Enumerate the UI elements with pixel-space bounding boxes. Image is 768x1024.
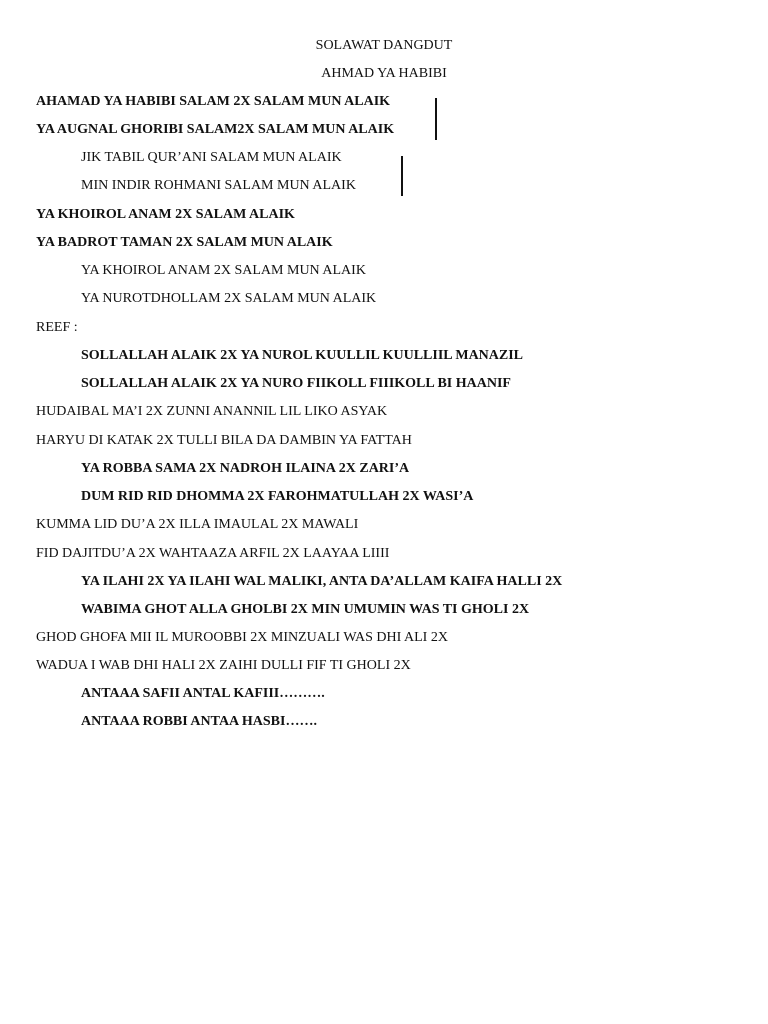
lyric-line: YA NUROTDHOLLAM 2X SALAM MUN ALAIK (81, 291, 377, 306)
lyric-line: WADUA I WAB DHI HALI 2X ZAIHI DULLI FIF TI GHOLI 2X (36, 658, 411, 673)
lyric-line: YA KHOIROL ANAM 2X SALAM MUN ALAIK (81, 263, 366, 278)
lyric-line: HUDAIBAL MA’I 2X ZUNNI ANANNIL LIL LIKO ASYAK (36, 404, 388, 419)
lyric-line: WABIMA GHOT ALLA GHOLBI 2X MIN UMUMIN WAS TI GHOLI 2X (81, 602, 530, 617)
lyric-line: FID DAJITDU’A 2X WAHTAAZA ARFIL 2X LAAYAA LIIII (36, 546, 390, 561)
lyric-line: JIK TABIL QUR’ANI SALAM MUN ALAIK (81, 150, 342, 165)
lyric-line: HARYU DI KATAK 2X TULLI BILA DA DAMBIN YA FATTAH (36, 433, 412, 448)
lyric-line: ANTAAA ROBBI ANTAA HASBI……. (81, 714, 317, 729)
lyric-line: DUM RID RID DHOMMA 2X FAROHMATULLAH 2X WASI’A (81, 489, 474, 504)
lyric-line: REEF : (36, 320, 78, 335)
lyric-line: YA ILAHI 2X YA ILAHI WAL MALIKI, ANTA DA’ALLAM KAIFA HALLI 2X (81, 574, 563, 589)
lyric-line: YA KHOIROL ANAM 2X SALAM ALAIK (36, 207, 295, 222)
lyric-line: ANTAAA SAFII ANTAL KAFIII………. (81, 686, 325, 701)
lyric-line: KUMMA LID DU’A 2X ILLA IMAULAL 2X MAWALI (36, 517, 359, 532)
lyric-line: YA AUGNAL GHORIBI SALAM2X SALAM MUN ALAIK (36, 122, 395, 137)
lyric-line: YA ROBBA SAMA 2X NADROH ILAINA 2X ZARI’A (81, 461, 410, 476)
verse-bracket-2 (401, 156, 403, 196)
lyric-line: YA BADROT TAMAN 2X SALAM MUN ALAIK (36, 235, 333, 250)
document-subtitle: AHMAD YA HABIBI (321, 66, 447, 81)
lyric-line: GHOD GHOFA MII IL MUROOBBI 2X MINZUALI WAS DHI ALI 2X (36, 630, 448, 645)
lyric-line: AHAMAD YA HABIBI SALAM 2X SALAM MUN ALAIK (36, 94, 391, 109)
lyric-line: SOLLALLAH ALAIK 2X YA NURO FIIKOLL FIIIKOLL BI HAANIF (81, 376, 511, 391)
lyric-line: MIN INDIR ROHMANI SALAM MUN ALAIK (81, 178, 356, 193)
lyric-line: SOLLALLAH ALAIK 2X YA NUROL KUULLIL KUULLIIL MANAZIL (81, 348, 524, 363)
verse-bracket-1 (435, 98, 437, 140)
document-title: SOLAWAT DANGDUT (315, 38, 453, 53)
